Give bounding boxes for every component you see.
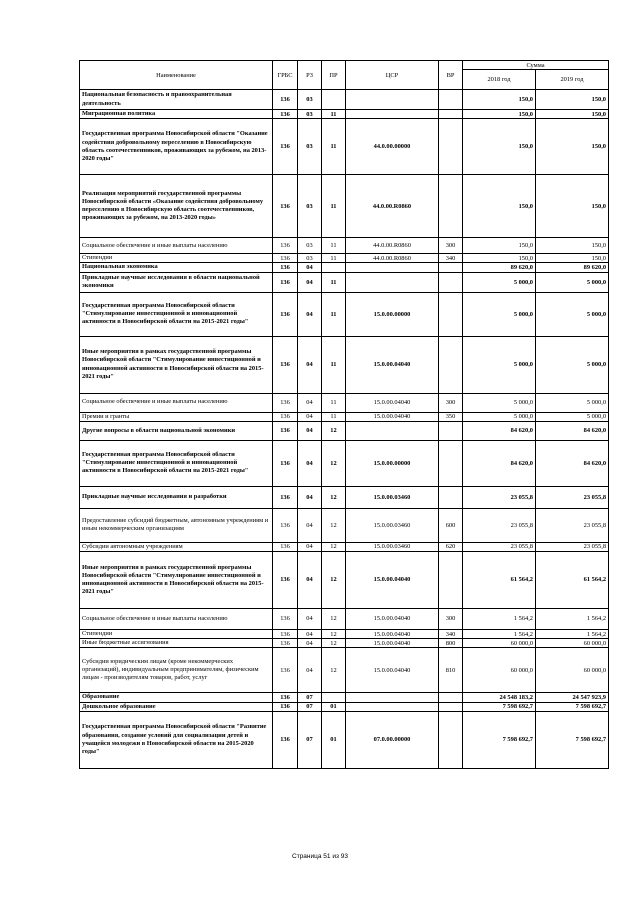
cell-sum-2018: 7 598 692,7 — [463, 702, 536, 711]
cell-rz: 04 — [298, 440, 322, 486]
table-row — [80, 639, 609, 648]
cell-csr: 15.0.00.04040 — [346, 608, 439, 629]
table-row — [80, 702, 609, 711]
cell-name: Социальное обеспечение и иные выплаты населению — [80, 393, 273, 412]
cell-rz: 04 — [298, 292, 322, 336]
cell-vr — [439, 263, 463, 272]
header-sum: Сумма — [463, 61, 609, 70]
cell-pr: 01 — [322, 702, 346, 711]
cell-csr: 15.0.00.03460 — [346, 542, 439, 551]
cell-name: Премии и гранты — [80, 412, 273, 421]
cell-rz: 03 — [298, 175, 322, 238]
cell-name: Образование — [80, 693, 273, 702]
cell-vr — [439, 336, 463, 393]
cell-grbs: 136 — [273, 693, 298, 702]
cell-csr — [346, 110, 439, 119]
table-body — [80, 90, 609, 769]
cell-vr — [439, 440, 463, 486]
cell-name: Иные бюджетные ассигнования — [80, 639, 273, 648]
cell-grbs: 136 — [273, 336, 298, 393]
cell-csr — [346, 693, 439, 702]
cell-rz: 04 — [298, 336, 322, 393]
cell-sum-2019: 84 620,0 — [536, 440, 609, 486]
cell-grbs: 136 — [273, 254, 298, 263]
cell-sum-2018: 5 000,0 — [463, 292, 536, 336]
cell-pr: 11 — [322, 110, 346, 119]
cell-csr — [346, 263, 439, 272]
cell-grbs: 136 — [273, 90, 298, 110]
cell-sum-2019: 23 055,8 — [536, 486, 609, 508]
cell-csr: 44.0.00.R0860 — [346, 175, 439, 238]
cell-name: Субсидии автономным учреждениям — [80, 542, 273, 551]
table-row — [80, 421, 609, 440]
table-row — [80, 693, 609, 702]
cell-rz: 03 — [298, 90, 322, 110]
cell-sum-2018: 84 620,0 — [463, 421, 536, 440]
cell-pr: 11 — [322, 393, 346, 412]
cell-sum-2018: 150,0 — [463, 119, 536, 175]
cell-vr: 300 — [439, 393, 463, 412]
cell-sum-2019: 5 000,0 — [536, 272, 609, 292]
cell-csr: 15.0.00.04040 — [346, 639, 439, 648]
cell-name: Стипендии — [80, 254, 273, 263]
cell-grbs: 136 — [273, 292, 298, 336]
cell-sum-2018: 150,0 — [463, 238, 536, 254]
table-row — [80, 393, 609, 412]
table-row — [80, 608, 609, 629]
cell-name: Прикладные научные исследования в области национальной экономики — [80, 272, 273, 292]
cell-grbs: 136 — [273, 272, 298, 292]
cell-sum-2019: 5 000,0 — [536, 393, 609, 412]
cell-name: Иные мероприятия в рамках государственной программы Новосибирской области "Стимулирование инвестиционной и инновационной активности в Новосибирской области на 2015-2021 годы" — [80, 336, 273, 393]
cell-vr — [439, 272, 463, 292]
header-rz: РЗ — [298, 61, 322, 90]
cell-vr — [439, 90, 463, 110]
cell-rz: 07 — [298, 702, 322, 711]
cell-pr: 11 — [322, 412, 346, 421]
cell-vr: 340 — [439, 254, 463, 263]
table-row — [80, 551, 609, 608]
cell-sum-2018: 89 620,0 — [463, 263, 536, 272]
cell-sum-2019: 60 000,0 — [536, 648, 609, 693]
table-row — [80, 119, 609, 175]
cell-sum-2019: 89 620,0 — [536, 263, 609, 272]
header-pr: ПР — [322, 61, 346, 90]
cell-name: Прикладные научные исследования и разработки — [80, 486, 273, 508]
table-row — [80, 711, 609, 768]
cell-pr: 12 — [322, 639, 346, 648]
cell-name: Предоставление субсидий бюджетным, автономным учреждениям и иным некоммерческим организациям — [80, 508, 273, 542]
cell-vr: 340 — [439, 629, 463, 638]
cell-name: Миграционная политика — [80, 110, 273, 119]
cell-pr: 11 — [322, 254, 346, 263]
cell-sum-2018: 150,0 — [463, 254, 536, 263]
cell-csr: 15.0.00.04040 — [346, 551, 439, 608]
header-year-2018: 2018 год — [463, 70, 536, 90]
cell-csr: 15.0.00.04040 — [346, 393, 439, 412]
cell-csr: 15.0.00.00000 — [346, 440, 439, 486]
header-year-2019: 2019 год — [536, 70, 609, 90]
cell-csr: 15.0.00.04040 — [346, 336, 439, 393]
cell-rz: 04 — [298, 421, 322, 440]
cell-sum-2018: 84 620,0 — [463, 440, 536, 486]
cell-sum-2019: 150,0 — [536, 110, 609, 119]
cell-sum-2019: 61 564,2 — [536, 551, 609, 608]
cell-csr: 07.0.00.00000 — [346, 711, 439, 768]
cell-sum-2019: 150,0 — [536, 254, 609, 263]
table-row — [80, 238, 609, 254]
cell-grbs: 136 — [273, 393, 298, 412]
cell-rz: 04 — [298, 263, 322, 272]
cell-rz: 07 — [298, 711, 322, 768]
cell-rz: 04 — [298, 542, 322, 551]
cell-pr: 12 — [322, 648, 346, 693]
cell-sum-2019: 1 564,2 — [536, 629, 609, 638]
cell-name: Национальная безопасность и правоохранительная деятельность — [80, 90, 273, 110]
cell-pr: 12 — [322, 508, 346, 542]
cell-pr — [322, 263, 346, 272]
cell-csr: 15.0.00.03460 — [346, 508, 439, 542]
cell-pr: 11 — [322, 292, 346, 336]
cell-grbs: 136 — [273, 639, 298, 648]
cell-sum-2019: 5 000,0 — [536, 292, 609, 336]
table-row — [80, 486, 609, 508]
cell-pr — [322, 90, 346, 110]
cell-rz: 03 — [298, 238, 322, 254]
cell-name: Социальное обеспечение и иные выплаты населению — [80, 238, 273, 254]
cell-sum-2019: 150,0 — [536, 119, 609, 175]
cell-name: Другие вопросы в области национальной экономики — [80, 421, 273, 440]
cell-sum-2019: 23 055,8 — [536, 508, 609, 542]
cell-sum-2018: 23 055,8 — [463, 508, 536, 542]
header-name: Наименование — [80, 61, 273, 90]
cell-sum-2019: 7 598 692,7 — [536, 711, 609, 768]
cell-vr: 300 — [439, 608, 463, 629]
cell-grbs: 136 — [273, 440, 298, 486]
cell-csr: 15.0.00.00000 — [346, 292, 439, 336]
cell-vr — [439, 551, 463, 608]
cell-sum-2019: 5 000,0 — [536, 336, 609, 393]
cell-sum-2018: 60 000,0 — [463, 639, 536, 648]
cell-csr: 44.0.00.R0860 — [346, 254, 439, 263]
cell-sum-2019: 150,0 — [536, 175, 609, 238]
cell-pr: 12 — [322, 421, 346, 440]
cell-grbs: 136 — [273, 608, 298, 629]
table-row — [80, 263, 609, 272]
cell-pr: 01 — [322, 711, 346, 768]
cell-sum-2018: 23 055,8 — [463, 542, 536, 551]
cell-sum-2018: 61 564,2 — [463, 551, 536, 608]
cell-name: Государственная программа Новосибирской области "Оказание содействия добровольному переселению в Новосибирскую область соотечественников, проживающих за рубежом, на 2013-2020 годы" — [80, 119, 273, 175]
cell-csr: 44.0.00.00000 — [346, 119, 439, 175]
cell-name: Социальное обеспечение и иные выплаты населению — [80, 608, 273, 629]
budget-table — [79, 60, 609, 769]
cell-name: Государственная программа Новосибирской области "Стимулирование инвестиционной и инновационной активности в Новосибирской области на 2015-2021 годы" — [80, 292, 273, 336]
cell-sum-2019: 5 000,0 — [536, 412, 609, 421]
header-csr: ЦСР — [346, 61, 439, 90]
cell-rz: 03 — [298, 254, 322, 263]
cell-vr: 800 — [439, 639, 463, 648]
cell-name: Реализация мероприятий государственной программы Новосибирской области «Оказание содействия добровольному переселению в Новосибирскую область соотечественников, проживающих за рубежом, на 2013-2020 годы» — [80, 175, 273, 238]
table-row — [80, 292, 609, 336]
cell-sum-2019: 23 055,8 — [536, 542, 609, 551]
cell-sum-2018: 24 548 183,2 — [463, 693, 536, 702]
cell-rz: 03 — [298, 110, 322, 119]
cell-sum-2018: 7 598 692,7 — [463, 711, 536, 768]
table-row — [80, 542, 609, 551]
cell-name: Стипендии — [80, 629, 273, 638]
cell-grbs: 136 — [273, 486, 298, 508]
cell-csr: 15.0.00.03460 — [346, 486, 439, 508]
cell-grbs: 136 — [273, 421, 298, 440]
cell-pr: 11 — [322, 272, 346, 292]
cell-sum-2019: 150,0 — [536, 238, 609, 254]
cell-sum-2018: 5 000,0 — [463, 336, 536, 393]
cell-rz: 04 — [298, 648, 322, 693]
header-grbs: ГРБС — [273, 61, 298, 90]
cell-pr: 11 — [322, 119, 346, 175]
cell-rz: 04 — [298, 639, 322, 648]
table-row — [80, 336, 609, 393]
cell-vr: 600 — [439, 508, 463, 542]
cell-vr: 810 — [439, 648, 463, 693]
cell-rz: 04 — [298, 272, 322, 292]
cell-grbs: 136 — [273, 175, 298, 238]
table-row — [80, 648, 609, 693]
cell-name: Государственная программа Новосибирской области "Развитие образования, создание условий для социализации детей и учащейся молодежи в Новосибирской области на 2015-2020 годы" — [80, 711, 273, 768]
cell-csr: 15.0.00.04040 — [346, 629, 439, 638]
cell-csr — [346, 421, 439, 440]
cell-sum-2019: 1 564,2 — [536, 608, 609, 629]
cell-grbs: 136 — [273, 648, 298, 693]
cell-grbs: 136 — [273, 629, 298, 638]
cell-pr: 11 — [322, 336, 346, 393]
cell-rz: 04 — [298, 629, 322, 638]
cell-sum-2019: 60 000,0 — [536, 639, 609, 648]
cell-pr: 11 — [322, 238, 346, 254]
page-number: Страница 51 из 93 — [292, 853, 348, 860]
cell-sum-2018: 150,0 — [463, 110, 536, 119]
cell-sum-2018: 150,0 — [463, 175, 536, 238]
cell-rz: 03 — [298, 119, 322, 175]
cell-grbs: 136 — [273, 551, 298, 608]
cell-rz: 04 — [298, 508, 322, 542]
table-row — [80, 272, 609, 292]
header-vr: ВР — [439, 61, 463, 90]
cell-grbs: 136 — [273, 702, 298, 711]
cell-vr — [439, 693, 463, 702]
cell-pr: 12 — [322, 608, 346, 629]
table-row — [80, 412, 609, 421]
cell-rz: 07 — [298, 693, 322, 702]
cell-grbs: 136 — [273, 263, 298, 272]
cell-grbs: 136 — [273, 110, 298, 119]
table-row — [80, 90, 609, 110]
cell-vr — [439, 711, 463, 768]
cell-vr — [439, 119, 463, 175]
cell-pr: 12 — [322, 542, 346, 551]
cell-csr — [346, 272, 439, 292]
cell-pr: 12 — [322, 551, 346, 608]
cell-csr: 15.0.00.04040 — [346, 648, 439, 693]
cell-pr — [322, 693, 346, 702]
table-row — [80, 440, 609, 486]
cell-rz: 04 — [298, 486, 322, 508]
cell-sum-2018: 60 000,0 — [463, 648, 536, 693]
cell-rz: 04 — [298, 608, 322, 629]
cell-sum-2019: 24 547 923,9 — [536, 693, 609, 702]
cell-sum-2018: 1 564,2 — [463, 608, 536, 629]
cell-pr: 11 — [322, 175, 346, 238]
cell-vr: 350 — [439, 412, 463, 421]
cell-vr — [439, 110, 463, 119]
cell-csr: 44.0.00.R0860 — [346, 238, 439, 254]
cell-name: Дошкольное образование — [80, 702, 273, 711]
cell-pr: 12 — [322, 486, 346, 508]
cell-grbs: 136 — [273, 119, 298, 175]
cell-sum-2018: 150,0 — [463, 90, 536, 110]
cell-pr: 12 — [322, 629, 346, 638]
cell-csr: 15.0.00.04040 — [346, 412, 439, 421]
cell-vr: 300 — [439, 238, 463, 254]
cell-csr — [346, 702, 439, 711]
cell-vr — [439, 175, 463, 238]
cell-pr: 12 — [322, 440, 346, 486]
cell-sum-2018: 5 000,0 — [463, 412, 536, 421]
cell-name: Иные мероприятия в рамках государственной программы Новосибирской области "Стимулирование инвестиционной и инновационной активности в Новосибирской области на 2015-2021 годы" — [80, 551, 273, 608]
table-row — [80, 110, 609, 119]
table-row — [80, 508, 609, 542]
cell-vr: 620 — [439, 542, 463, 551]
cell-rz: 04 — [298, 412, 322, 421]
cell-name: Национальная экономика — [80, 263, 273, 272]
cell-grbs: 136 — [273, 238, 298, 254]
cell-grbs: 136 — [273, 711, 298, 768]
cell-vr — [439, 486, 463, 508]
cell-sum-2018: 23 055,8 — [463, 486, 536, 508]
cell-sum-2018: 5 000,0 — [463, 393, 536, 412]
cell-vr — [439, 292, 463, 336]
cell-grbs: 136 — [273, 508, 298, 542]
cell-sum-2019: 7 598 692,7 — [536, 702, 609, 711]
cell-name: Государственная программа Новосибирской области "Стимулирование инвестиционной и инновационной активности в Новосибирской области на 2015-2021 годы" — [80, 440, 273, 486]
table-row — [80, 629, 609, 638]
table-row — [80, 175, 609, 238]
cell-vr — [439, 702, 463, 711]
cell-csr — [346, 90, 439, 110]
cell-name: Субсидии юридическим лицам (кроме некоммерческих организаций), индивидуальным предпринимателям, физическим лицам - производителям товаров, работ, услуг — [80, 648, 273, 693]
cell-grbs: 136 — [273, 412, 298, 421]
cell-sum-2019: 84 620,0 — [536, 421, 609, 440]
cell-vr — [439, 421, 463, 440]
cell-rz: 04 — [298, 551, 322, 608]
cell-rz: 04 — [298, 393, 322, 412]
table-row — [80, 254, 609, 263]
cell-sum-2018: 1 564,2 — [463, 629, 536, 638]
cell-sum-2019: 150,0 — [536, 90, 609, 110]
cell-grbs: 136 — [273, 542, 298, 551]
cell-sum-2018: 5 000,0 — [463, 272, 536, 292]
